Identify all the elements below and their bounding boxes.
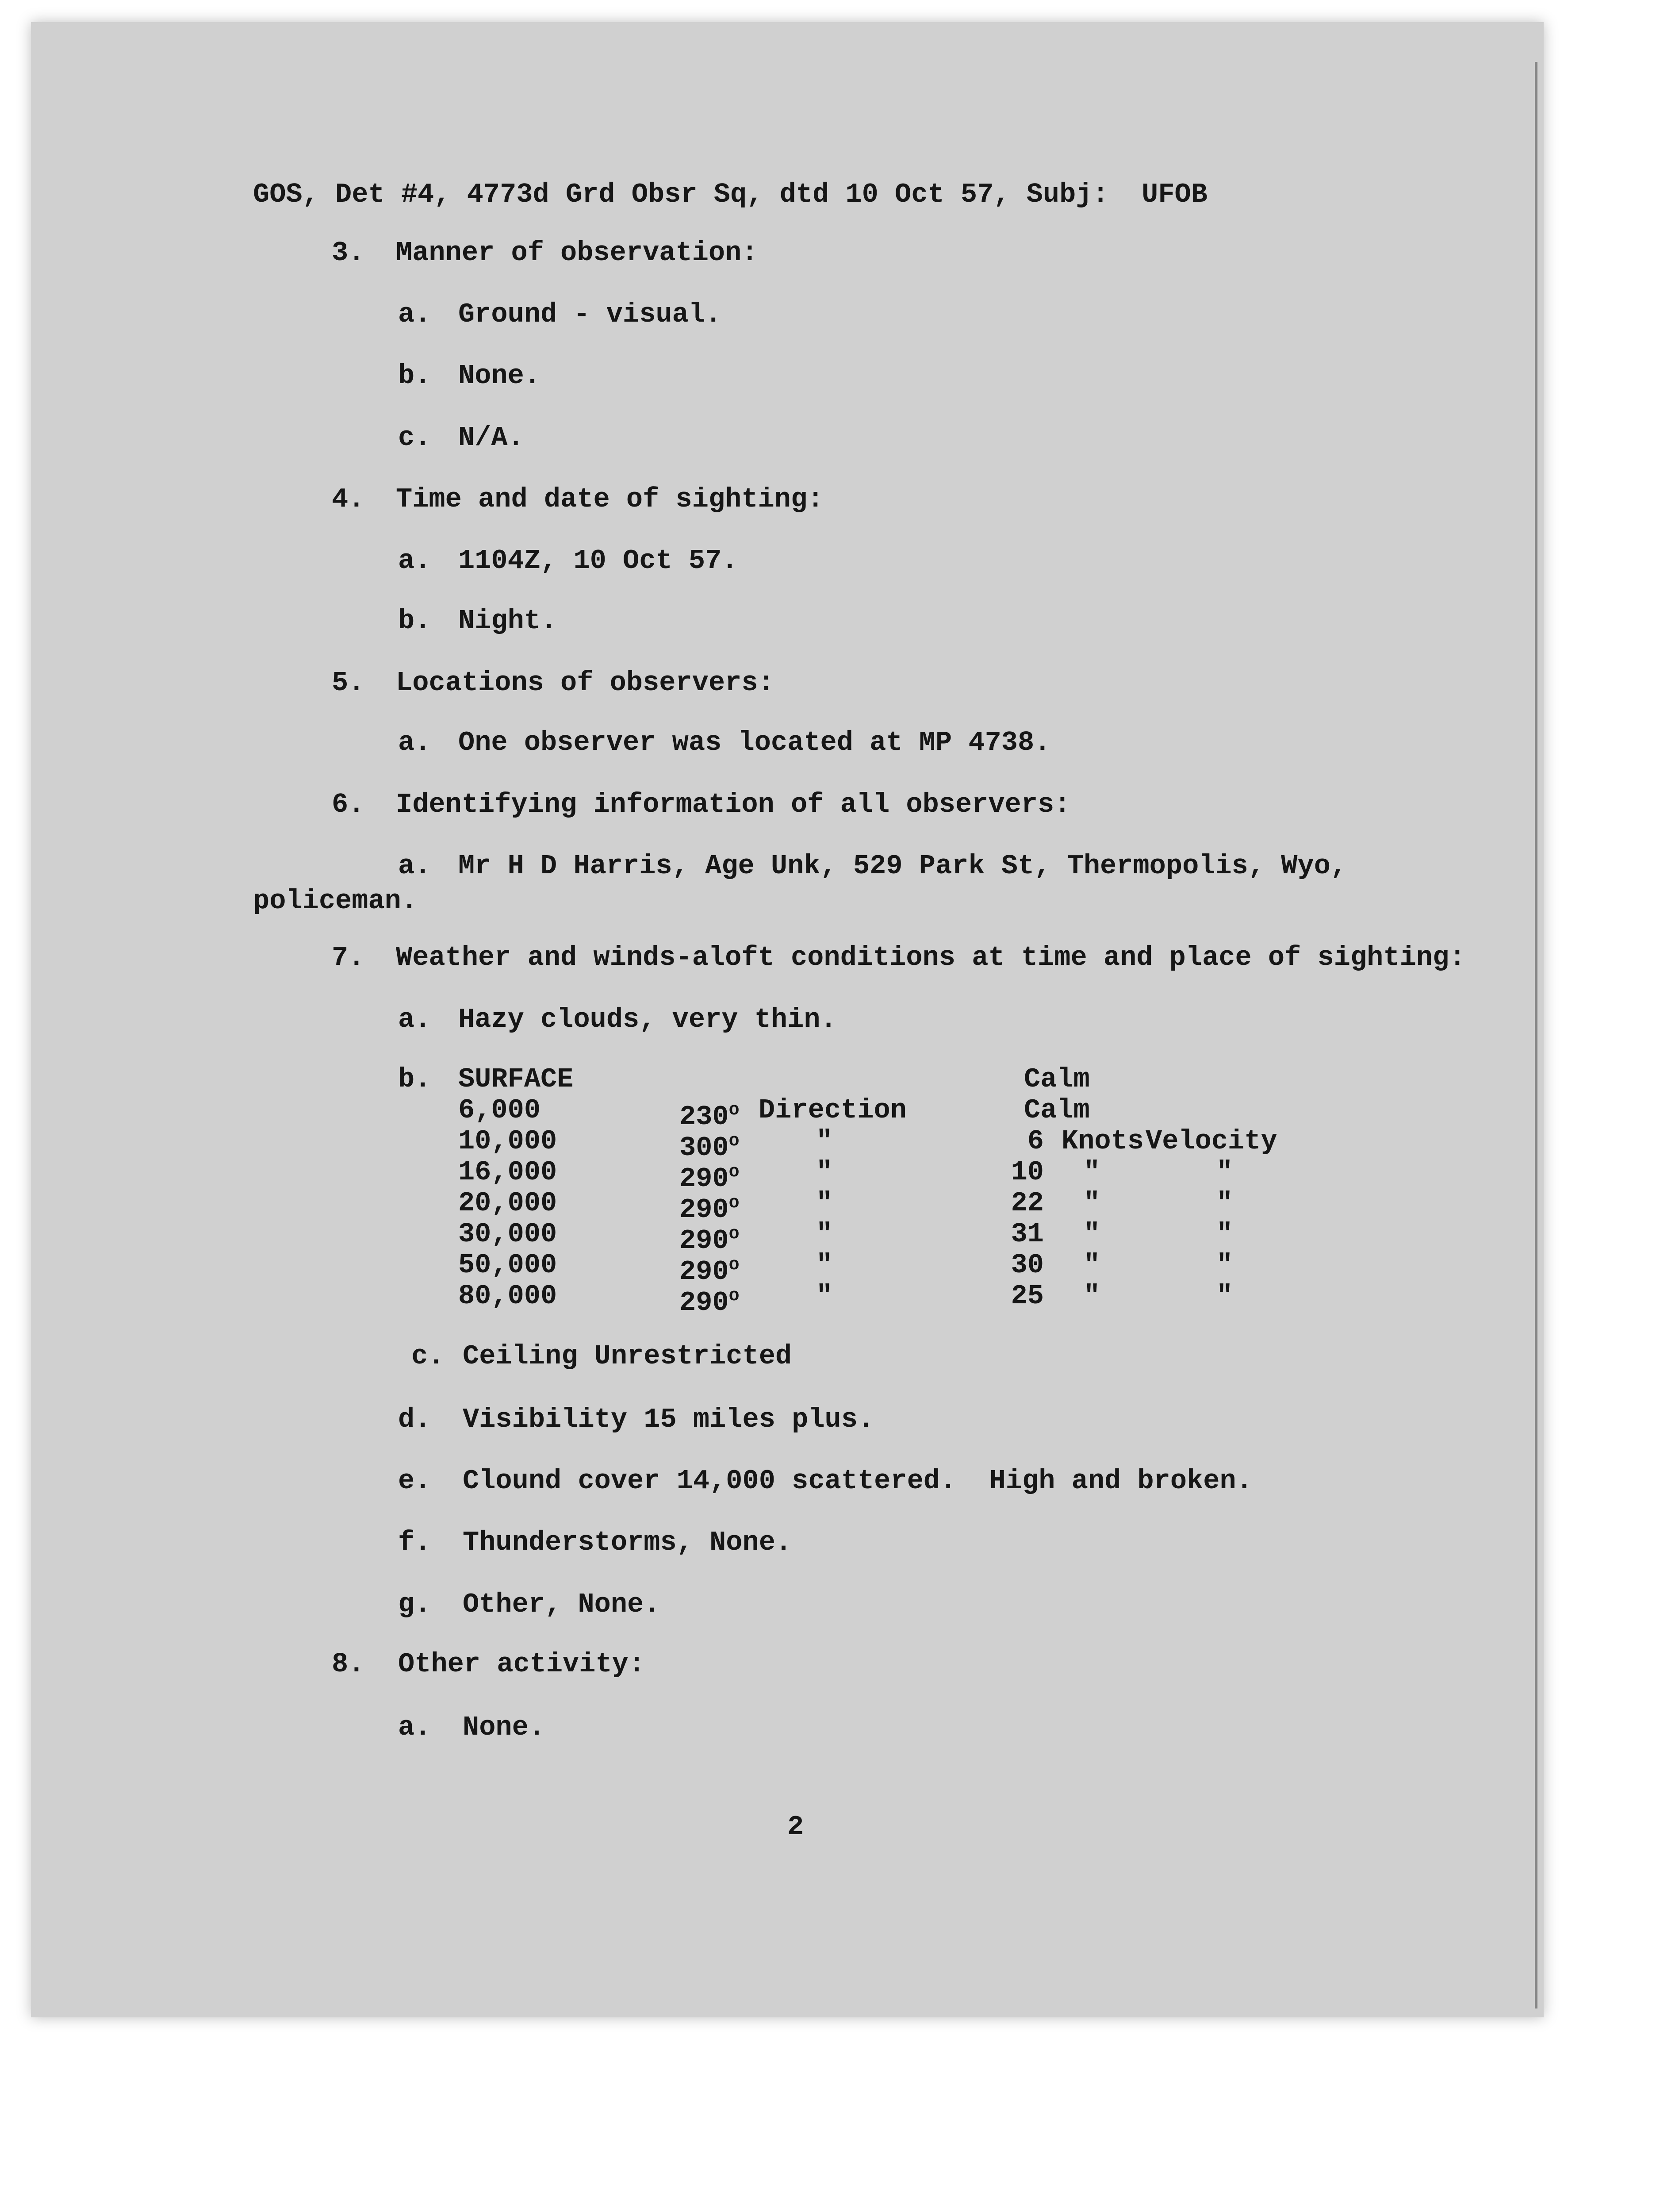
item-label: a. xyxy=(398,850,431,882)
wind-speed: 25 xyxy=(1011,1280,1044,1312)
wind-altitude: 10,000 xyxy=(458,1125,557,1157)
wind-speed-unit: " xyxy=(1084,1280,1100,1312)
item-label: a. xyxy=(398,1712,431,1743)
wind-speed: 31 xyxy=(1011,1218,1044,1250)
item-label: a. xyxy=(398,545,431,576)
page-number: 2 xyxy=(787,1811,804,1843)
degree-symbol: o xyxy=(728,1131,740,1151)
wind-direction: 290$^o$ xyxy=(679,1255,740,1287)
wind-direction: 290$^o$ xyxy=(679,1193,740,1225)
wind-direction: 290$^o$ xyxy=(679,1224,740,1256)
section-title: Other activity: xyxy=(398,1648,645,1680)
wind-direction-label: " xyxy=(816,1125,833,1157)
item-label: c. xyxy=(398,422,431,453)
wind-altitude: 80,000 xyxy=(458,1280,557,1312)
wind-velocity-label: " xyxy=(1216,1156,1233,1188)
wind-direction: 290$^o$ xyxy=(679,1286,740,1318)
item-text: Ceiling Unrestricted xyxy=(463,1340,792,1372)
item-text: Visibility 15 miles plus. xyxy=(463,1404,874,1435)
wind-speed-unit: " xyxy=(1084,1187,1100,1219)
item-label: b. xyxy=(398,360,431,392)
wind-speed-unit: " xyxy=(1084,1218,1100,1250)
wind-speed: 22 xyxy=(1011,1187,1044,1219)
degree-symbol: o xyxy=(728,1193,740,1213)
section-title: Identifying information of all observers: xyxy=(396,789,1071,820)
wind-altitude: 30,000 xyxy=(458,1218,557,1250)
wind-altitude: 6,000 xyxy=(458,1094,541,1126)
section-title: Weather and winds-aloft conditions at time and place of sighting: xyxy=(396,942,1466,973)
item-text: Thunderstorms, None. xyxy=(463,1527,792,1558)
degree-symbol: o xyxy=(728,1286,740,1306)
section-number: 3. xyxy=(332,237,365,269)
section-title: Manner of observation: xyxy=(396,237,758,269)
wind-velocity-label: " xyxy=(1216,1218,1233,1250)
item-label: a. xyxy=(398,299,431,330)
item-text: Ground - visual. xyxy=(458,299,722,330)
section-number: 7. xyxy=(332,942,365,973)
wind-direction-label: " xyxy=(816,1249,833,1281)
section-number: 6. xyxy=(332,789,365,820)
wind-direction-label: " xyxy=(816,1218,833,1250)
item-label: g. xyxy=(398,1589,431,1620)
wind-speed: 30 xyxy=(1011,1249,1044,1281)
wind-speed-unit: Knots xyxy=(1062,1125,1144,1157)
degree-symbol: o xyxy=(728,1224,740,1244)
wind-direction-label: " xyxy=(816,1280,833,1312)
wind-direction: 230$^o$ xyxy=(679,1100,740,1133)
section-title: Time and date of sighting: xyxy=(396,484,824,515)
item-label: c. xyxy=(411,1340,445,1372)
item-label: a. xyxy=(398,1004,431,1035)
item-text-continued: policeman. xyxy=(253,885,418,917)
item-text: Other, None. xyxy=(463,1589,660,1620)
section-number: 4. xyxy=(332,484,365,515)
wind-velocity-label: Velocity xyxy=(1146,1125,1277,1157)
degree-symbol: o xyxy=(728,1100,740,1120)
item-text: 1104Z, 10 Oct 57. xyxy=(458,545,738,576)
item-label: e. xyxy=(398,1465,431,1497)
item-text: Clound cover 14,000 scattered. High and broken. xyxy=(463,1465,1253,1497)
item-label: b. xyxy=(398,605,431,637)
wind-speed: Calm xyxy=(1024,1064,1090,1095)
wind-altitude: 16,000 xyxy=(458,1156,557,1188)
wind-speed-unit: " xyxy=(1084,1156,1100,1188)
item-text: None. xyxy=(463,1712,545,1743)
section-number: 5. xyxy=(332,667,365,699)
wind-altitude: 20,000 xyxy=(458,1187,557,1219)
wind-speed: Calm xyxy=(1024,1094,1090,1126)
section-title: Locations of observers: xyxy=(396,667,774,699)
item-text: None. xyxy=(458,360,541,392)
wind-speed: 6 xyxy=(1027,1125,1044,1157)
wind-direction-label: " xyxy=(816,1156,833,1188)
wind-speed: 10 xyxy=(1011,1156,1044,1188)
item-text: Hazy clouds, very thin. xyxy=(458,1004,837,1035)
wind-direction-label: " xyxy=(816,1187,833,1219)
degree-symbol: o xyxy=(728,1255,740,1275)
header-line: GOS, Det #4, 4773d Grd Obsr Sq, dtd 10 Oct 57, Subj: UFOB xyxy=(253,179,1208,210)
section-number: 8. xyxy=(332,1648,365,1680)
degree-symbol: o xyxy=(728,1162,740,1182)
wind-velocity-label: " xyxy=(1216,1187,1233,1219)
wind-velocity-label: " xyxy=(1216,1249,1233,1281)
item-label: d. xyxy=(398,1404,431,1435)
item-label: f. xyxy=(398,1527,431,1558)
item-text: Mr H D Harris, Age Unk, 529 Park St, Thermopolis, Wyo, xyxy=(458,850,1347,882)
wind-velocity-label: " xyxy=(1216,1280,1233,1312)
wind-direction: 300$^o$ xyxy=(679,1131,740,1164)
item-label: a. xyxy=(398,727,431,758)
wind-altitude: SURFACE xyxy=(458,1064,574,1095)
page-edge xyxy=(1535,62,1537,2008)
wind-speed-unit: " xyxy=(1084,1249,1100,1281)
wind-direction-label: Direction xyxy=(759,1094,907,1126)
wind-altitude: 50,000 xyxy=(458,1249,557,1281)
item-text: N/A. xyxy=(458,422,524,453)
wind-direction: 290$^o$ xyxy=(679,1162,740,1194)
item-label: b. xyxy=(398,1064,431,1095)
item-text: Night. xyxy=(458,605,557,637)
item-text: One observer was located at MP 4738. xyxy=(458,727,1051,758)
